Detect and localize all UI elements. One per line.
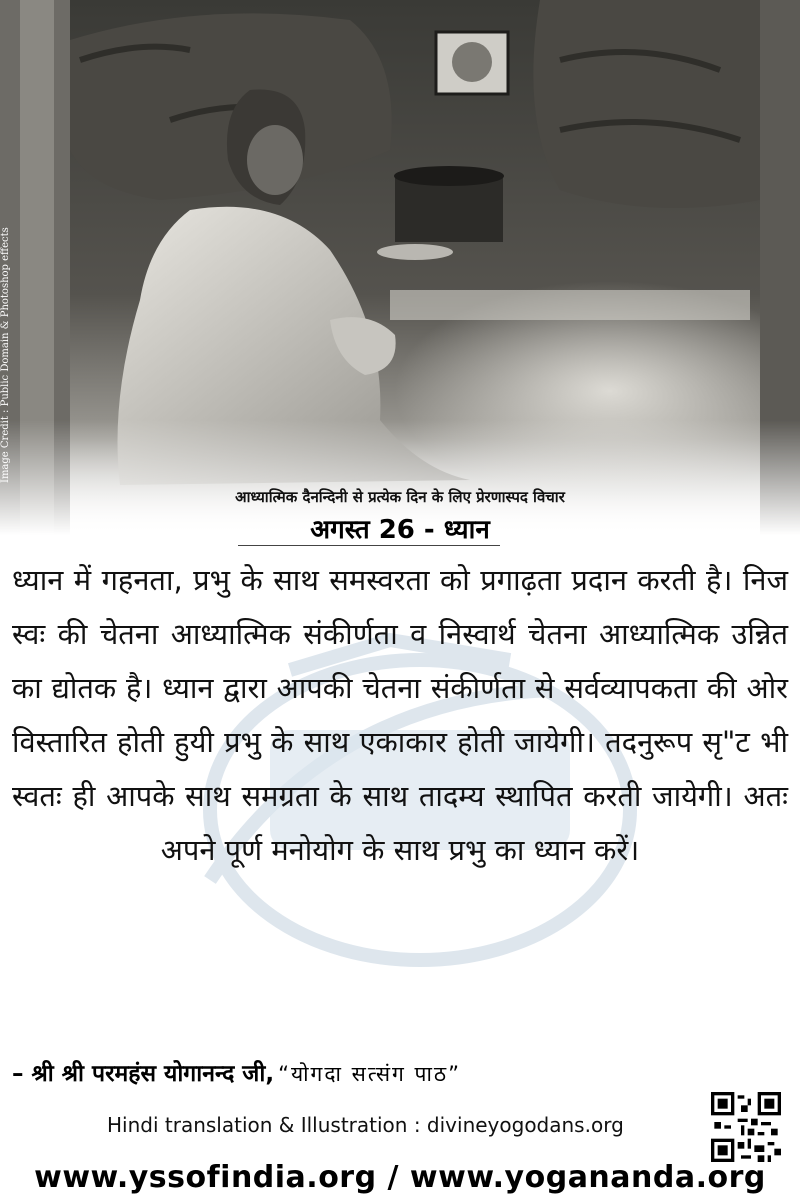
translation-credit: Hindi translation & Illustration : divineyogodans.org	[107, 1113, 624, 1137]
quote-text: ध्यान में गहनता, प्रभु के साथ समस्वरता को प्रगाढ़ता प्रदान करती है। निज स्वः की चेतना आध्यात्मिक संकीर्णता व निस्वार्थ चेतना आध्यात्मिक उन्नित का द्योतक है। ध्यान द्वारा आपकी चेतना संकीर्णता से सर्वव्यापकता की ओर विस्तारित होती हुयी प्रभु के साथ एकाकार होती जायेगी। तदनुरूप सृ"ट भी स्वतः ही आपके साथ समग्रता के साथ तादम्य स्थापित करती जायेगी। अतः अपने पूर्ण मनोयोग के साथ प्रभु का ध्यान करें।	[12, 563, 788, 867]
page-subtitle: आध्यात्मिक दैनन्दिनी से प्रत्येक दिन के लिए प्रेरणास्पद विचार	[235, 488, 565, 506]
footer-websites[interactable]: www.yssofindia.org / www.yogananda.org	[34, 1160, 766, 1195]
author-name: – श्री श्री परमहंस योगानन्द जी,	[12, 1061, 275, 1087]
title-underline	[238, 545, 500, 546]
book-title: “योगदा सत्संग पाठ”	[278, 1062, 461, 1086]
attribution-line	[12, 1056, 788, 1088]
page-title: अगस्त 26 - ध्यान	[310, 515, 490, 545]
header-photo	[0, 0, 800, 535]
qr-code-icon	[711, 1092, 781, 1162]
image-credit: Image Credit : Public Domain & Photoshop effects	[0, 227, 11, 483]
meditation-photo-illustration	[0, 0, 800, 535]
